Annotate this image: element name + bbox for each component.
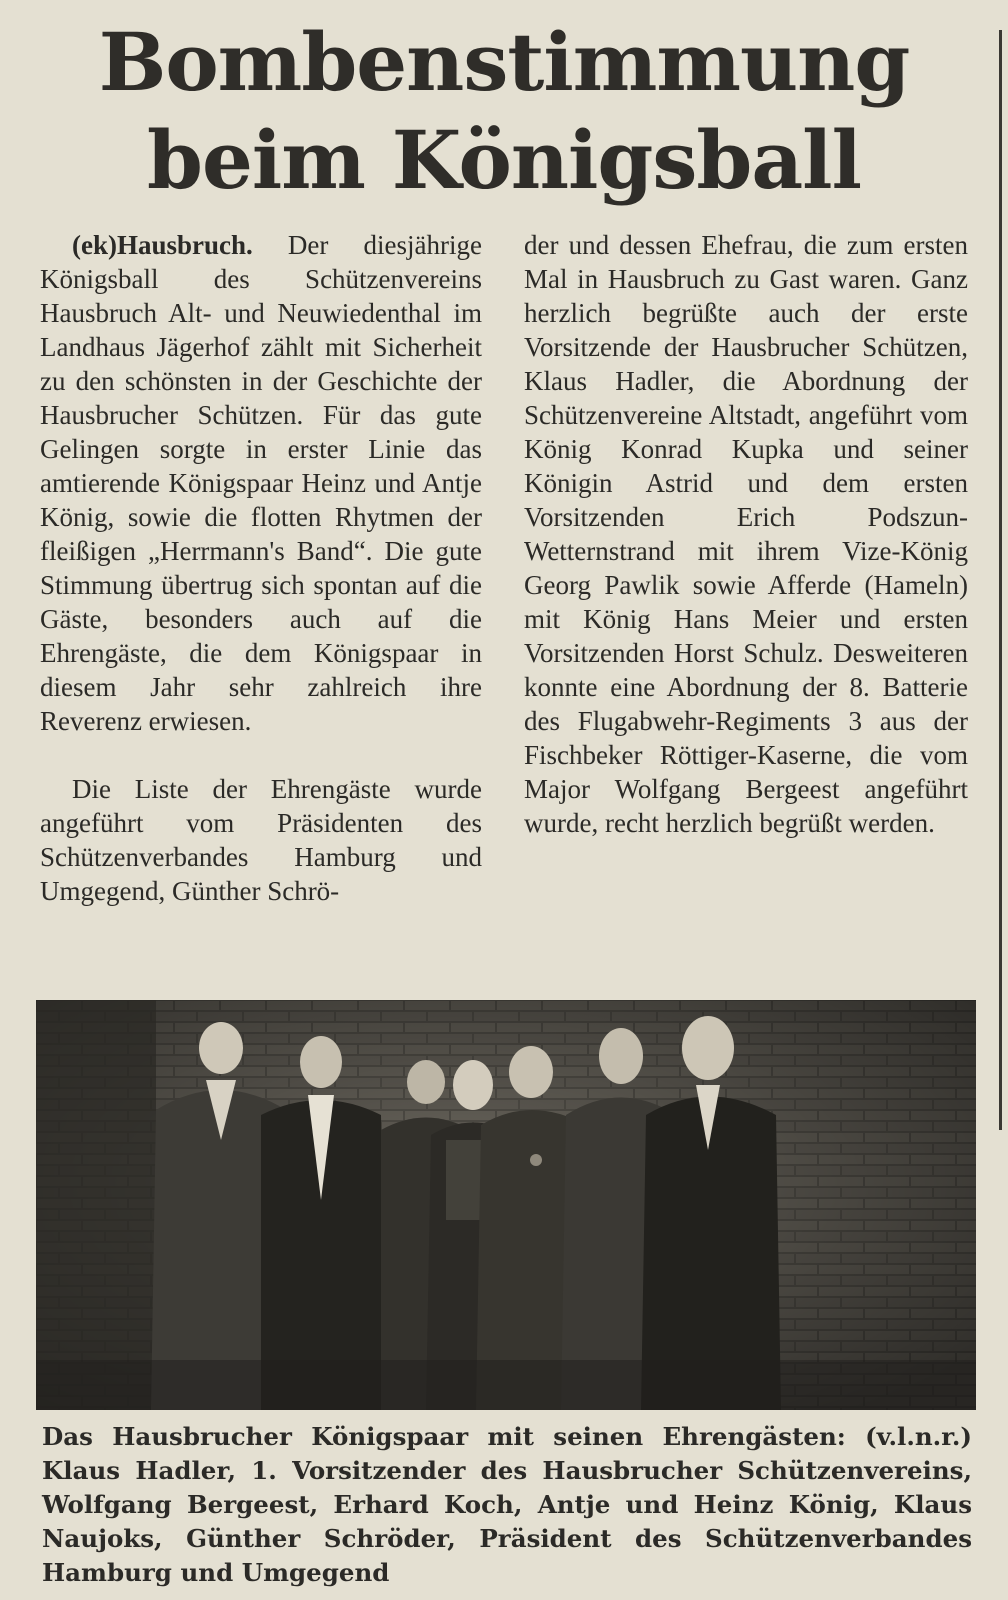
article-paragraph-1 <box>40 228 482 738</box>
paragraph-1-text: Der diesjährige Königsball des Schützenvereins Hausbruch Alt- und Neuwiedenthal im Landhaus Jägerhof zählt mit Sicherheit zu den schönsten in der Geschichte der Hausbrucher Schützen. Für das gute Gelingen sorgte in erster Linie das amtierende Königspaar Heinz und Antje König, sowie die flotten Rhytmen der fleißigen „Herrmann's Band“. Die gute Stimmung übertrug sich spontan auf die Gäste, besonders auch auf die Ehrengäste, die dem Königspaar in diesem Jahr sehr zahlreich ihre Reverenz erwiesen. <box>40 230 482 736</box>
photo-caption: Das Hausbrucher Königspaar mit seinen Ehrengästen: (v.l.n.r.) Klaus Hadler, 1. Vorsitzender des Hausbrucher Schützenvereins, Wolfgang Bergeest, Erhard Koch, Antje und Heinz König, Klaus Naujoks, Günther Schröder, Präsident des Schützenverbandes Hamburg und Umgegend <box>42 1422 972 1587</box>
group-photo-icon <box>36 1000 976 1410</box>
headline-line-1: Bombenstimmung <box>98 15 910 109</box>
article-column-2 <box>524 228 968 840</box>
article-column-2-text: der und dessen Ehefrau, die zum ersten Mal in Hausbruch zu Gast waren. Ganz herzlich begrüßte auch der erste Vorsitzende der Hausbrucher Schützen, Klaus Hadler, die Abordnung der Schützenvereine Altstadt, angeführt vom König Konrad Kupka und seiner Königin Astrid und dem ersten Vorsitzenden Erich Podszun-Wetternstrand mit ihrem Vize-König Georg Pawlik sowie Afferde (Hameln) mit König Hans Meier und ersten Vorsitzenden Horst Schulz. Desweiteren konnte eine Abordnung der 8. Batterie des Flugabwehr-Regiments 3 aus der Fischbeker Röttiger-Kaserne, die vom Major Wolfgang Bergeest angeführt wurde, recht herzlich begrüßt werden. <box>524 230 968 838</box>
headline <box>0 15 1008 212</box>
article-paragraph-2: Die Liste der Ehrengäste wurde angeführt vom Präsidenten des Schützenverbandes Hamburg und Umgegend, Günther Schrö- <box>40 774 482 906</box>
group-photo <box>36 1000 976 1410</box>
headline-line-2: beim Königsball <box>147 113 861 207</box>
dateline: (ek)Hausbruch. <box>72 230 253 260</box>
article-column-1 <box>40 228 482 908</box>
